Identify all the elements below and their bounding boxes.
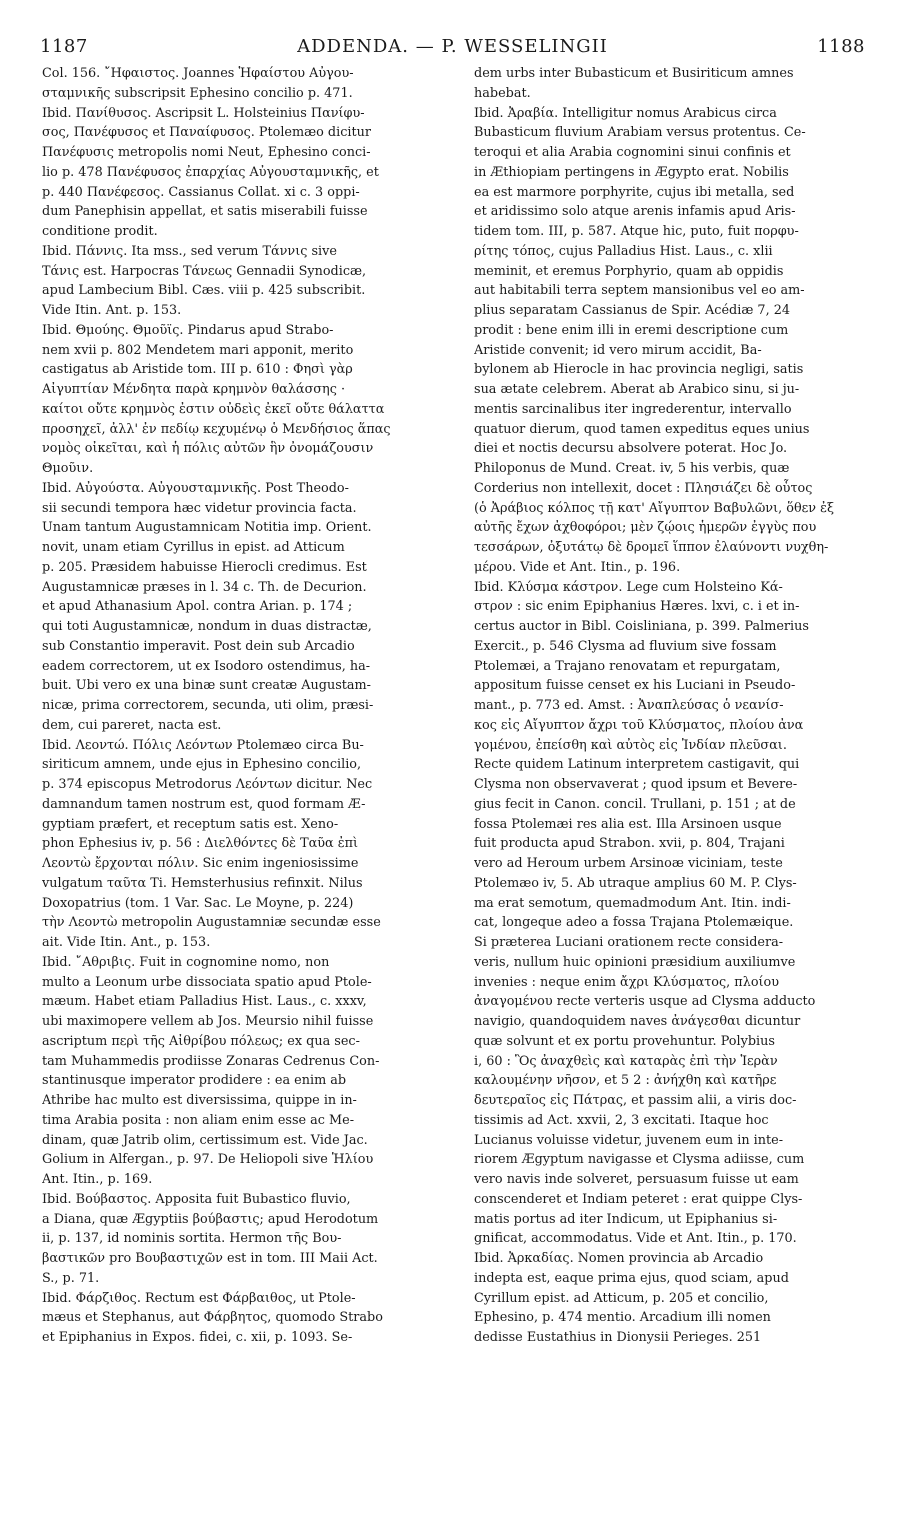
text-line: tima Arabia posita : non aliam enim esse ac Me- [42,1112,355,1128]
text-line: p. 205. Præsidem habuisse Hierocli credimus. Est [42,559,367,575]
text-line: habebat. [474,85,531,101]
text-line: fuit producta apud Strabon. xvii, p. 804, Trajani [474,836,785,852]
text-line: Ibid. Θμούης. Θμοῦϊς. Pindarus apud Strabo- [42,322,334,338]
text-line: Ibid. Πάννις. Ita mss., sed verum Τάννις sive [42,243,337,259]
text-line: invenies : neque enim ἄχρι Κλύσματος, πλοίου [474,974,780,990]
text-line: Clysma non observaverat ; quod ipsum et Bevere- [474,777,798,792]
text-line: κος εἰς Αἴγυπτον ἄχρι τοῦ Κλύσματος, πλοίου ἀνα [474,717,804,733]
text-line: Lucianus voluisse videtur, juvenem eum in inte- [474,1132,784,1148]
entry-paragraph [42,104,436,242]
text-line: quatuor dierum, quod tamen expeditus eques unius [474,421,810,437]
text-line: sua ætate celebrem. Aberat ab Arabico sinu, si ju- [474,382,800,397]
text-line: ma erat semotum, quemadmodum Ant. Itin. indi- [474,895,791,911]
text-line: dinam, quæ Jatrib olim, certissimum est. Vide Jac. [42,1132,368,1148]
text-line: Ibid. ῎Αθριβις. Fuit in cognomine nomo, non [42,954,330,970]
text-line: dem, cui pareret, nacta est. [42,717,222,733]
text-line: ρίτης τόπος, cujus Palladius Hist. Laus., c. xlii [474,243,773,259]
text-line: navigio, quandoquidem naves ἀνάγεσθαι dicuntur [474,1014,801,1029]
text-line: certus auctor in Bibl. Coisliniana, p. 399. Palmerius [474,619,809,634]
text-line: Πανέφυσις metropolis nomi Neut, Ephesino conci- [42,145,371,160]
text-line: mæus et Stephanus, aut Φάρβητος, quomodo Strabo [42,1310,383,1326]
text-line: καλουμένην νῆσον, et 5 2 : ἀνήχθη καὶ κατῆρε [474,1073,777,1089]
text-line: βαστικῶν pro Βουβαστιχῶν est in tom. III Maii Act. [42,1251,378,1266]
text-line: Ibid. Ἀρκαδίας. Nomen provincia ab Arcadio [474,1251,764,1266]
text-line: conscenderet et Indiam peteret : erat quippe Clys- [474,1191,803,1207]
text-line: Doxopatrius (tom. 1 Var. Sac. Le Moyne, p. 224) [42,895,354,911]
text-line: mentis sarcinalibus iter ingrederentur, intervallo [474,401,792,417]
text-line: Αἰγυπτίαν Μένδητα παρὰ κρημνὸν θαλάσσης · [42,382,346,397]
page-number-left: 1187 [40,36,88,57]
text-line: Ibid. Φάρζιθος. Rectum est Φάρβαιθος, ut Ptole- [42,1290,356,1306]
text-line: τεσσάρων, ὀξυτάτῳ δὲ δρομεῖ ἵππον ἐλαύνοντι νυχθη- [474,540,829,555]
text-line: stantinusque imperator prodidere : ea enim ab [42,1073,347,1089]
text-line: gius fecit in Canon. concil. Trullani, p. 151 ; at de [474,796,796,812]
text-line: καίτοι οὔτε κρημνὸς ἐστιν οὐδεὶς ἐκεῖ οὔτε θάλαττα [42,401,385,417]
text-line: sii secundi tempora hæc videtur provincia facta. [42,500,357,516]
text-line: tam Muhammedis prodiisse Zonaras Cedrenus Con- [42,1053,380,1069]
entry-paragraph [474,104,868,578]
text-line: Athribe hac multo est diversissima, quippe in in- [42,1093,357,1108]
text-line: matis portus ad iter Indicum, ut Epiphanius si- [474,1211,778,1227]
text-line: αὐτῆς ἔχων ἀχθοφόροι; μὲν ζῴοις ἡμερῶν ἐγγὺς που [474,520,817,536]
text-line: buit. Ubi vero ex una binæ sunt creatæ Augustam- [42,678,371,694]
text-line: Θμοῦιν. [42,461,94,476]
text-line: Si præterea Luciani orationem recte considera- [474,935,784,950]
text-line: mæum. Habet etiam Palladius Hist. Laus., c. xxxv, [42,994,367,1010]
text-line: tidem tom. III, p. 587. Atque hic, puto, fuit πορφυ- [474,224,799,239]
text-line: ait. Vide Itin. Ant., p. 153. [42,935,211,950]
left-column [42,64,436,1348]
text-line: Augustamnicæ præses in l. 34 c. Th. de Decurion. [42,579,367,595]
text-line: Cyrillum epist. ad Atticum, p. 205 et concilio, [474,1290,769,1306]
text-line: S., p. 71. [42,1270,100,1286]
right-column [474,64,868,1348]
text-line: et apud Athanasium Apol. contra Arian. p. 174 ; [42,599,353,615]
text-line: fossa Ptolemæi res alia est. Illa Arsinoen usque [474,816,782,832]
text-line: Ephesino, p. 474 mentio. Arcadium illi nomen [474,1310,771,1326]
text-line: plius separatam Cassianus de Spir. Acédiæ 7, 24 [474,303,790,318]
text-line: phon Ephesius iv, p. 56 : Διελθόντες δὲ Ταῦα ἐπὶ [42,836,359,852]
text-line: Vide Itin. Ant. p. 153. [42,303,182,318]
text-line: bylonem ab Hierocle in hac provincia negligi, satis [474,362,804,378]
text-line: ἀναγομένου recte verteris usque ad Clysma adducto [474,994,816,1010]
text-line: Ptolemæi, a Trajano renovatam et repurgatam, [474,658,781,674]
text-line: dum Panephisin appellat, et satis miserabili fuisse [42,204,368,220]
text-line: σταμνικῆς subscripsit Ephesino concilio p. 471. [42,85,353,101]
text-line: Exercit., p. 546 Clysma ad fluvium sive fossam [474,638,777,654]
text-line: Ant. Itin., p. 169. [42,1172,153,1187]
text-line: Aristide convenit; id vero mirum accidit, Ba- [474,342,762,358]
text-line: Ibid. Αὐγούστα. Αὐγουσταμνικῆς. Post Theodo- [42,480,349,496]
text-line: diei et noctis decursu absolvere poterat. Hoc Jo. [474,441,788,457]
text-line: p. 374 episcopus Metrodorus Λεόντων dicitur. Nec [42,777,373,792]
running-title: ADDENDA. — P. WESSELINGII [297,36,608,57]
entry-paragraph [42,1190,436,1289]
text-line: Ibid. Λεοντώ. Πόλις Λεόντων Ptolemæo circa Bu- [42,737,364,753]
text-line: indepta est, eaque prima ejus, quod sciam, apud [474,1270,789,1286]
text-line: teroqui et alia Arabia cognomini sinui confinis et [474,145,791,160]
text-line: Ibid. Κλύσμα κάστρον. Lege cum Holsteino Κά- [474,579,783,595]
text-line: lio p. 478 Πανέφυσος ἐπαρχίας Αὐγουσταμνικῆς, et [42,164,379,180]
text-line: στρον : sic enim Epiphanius Hæres. lxvi, c. i et in- [474,599,800,615]
running-header [40,36,865,64]
text-line: vero navis inde solveret, persuasum fuisse ut eam [474,1172,799,1187]
text-line: Ibid. Ἀραβία. Intelligitur nomus Arabicus circa [474,105,777,121]
text-line: castigatus ab Aristide tom. III p. 610 : Φησὶ γὰρ [42,362,353,378]
text-line: et Epiphanius in Expos. fidei, c. xii, p. 1093. Se- [42,1330,353,1345]
text-line: Unam tantum Augustamnicam Notitia imp. Orient. [42,520,372,536]
text-line: meminit, et eremus Porphyrio, quam ab oppidis [474,263,784,279]
text-line: in Æthiopiam pertingens in Ægypto erat. Nobilis [474,164,789,180]
text-line: cat, longeque adeo a fossa Trajana Ptolemæique. [474,915,794,931]
text-line: nicæ, prima correctorem, secunda, uti olim, præsi- [42,698,374,713]
entry-paragraph [42,479,436,736]
text-line: τὴν Λεοντὼ metropolin Augustamniæ secundæ esse [42,915,381,931]
entry-paragraph [42,1289,436,1348]
text-line: Golium in Alfergan., p. 97. De Heliopoli sive Ἡλίου [42,1152,374,1168]
text-line: gyptiam præfert, et receptum satis est. Xeno- [42,816,339,832]
text-line: novit, unam etiam Cyrillus in epist. ad Atticum [42,540,345,555]
text-line: a Diana, quæ Ægyptiis βούβαστις; apud Herodotum [42,1211,379,1227]
text-line: et aridissimo solo atque arenis infamis apud Aris- [474,204,796,220]
text-line: μέρου. Vide et Ant. Itin., p. 196. [474,559,681,575]
text-line: apud Lambecium Bibl. Cæs. viii p. 425 subscribit. [42,283,366,299]
text-line: Τάνις est. Harpocras Τάνεως Gennadii Synodicæ, [42,263,367,279]
text-line: Ibid. Πανίθυσος. Ascripsit L. Holsteinius Πανίφυ- [42,105,365,121]
text-line: tissimis ad Act. xxvii, 2, 3 excitati. Itaque hoc [474,1112,769,1128]
text-line: Ibid. Βούβαστος. Apposita fuit Bubastico fluvio, [42,1191,351,1207]
text-line: multo a Leonum urbe dissociata spatio apud Ptole- [42,974,372,990]
text-line: (ὁ Ἀράβιος κόλπος τῇ κατ' Αἴγυπτον Βαβυλῶνι, ὅθεν ἐξ [474,500,835,516]
text-line: gnificat, accommodatus. Vide et Ant. Itin., p. 170. [474,1231,797,1247]
text-line: sub Constantio imperavit. Post dein sub Arcadio [42,638,355,654]
entry-paragraph [42,242,436,321]
text-line: Bubasticum fluvium Arabiam versus protentus. Ce- [474,125,806,141]
text-line: riorem Ægyptum navigasse et Clysma adiisse, cum [474,1152,805,1168]
entry-paragraph [42,64,436,104]
text-line: p. 440 Πανέφεσος. Cassianus Collat. xi c. 3 oppi- [42,184,360,200]
text-line: Λεοντὼ ἔρχονται πόλιν. Sic enim ingeniosissime [42,856,359,871]
entry-paragraph [474,1249,868,1348]
text-line: Philoponus de Mund. Creat. iv, 5 his verbis, quæ [474,461,790,476]
text-line: Ptolemæo iv, 5. Ab utraque amplius 60 M. P. Clys- [474,875,797,891]
text-line: dedisse Eustathius in Dionysii Perieges. 251 [474,1330,762,1345]
text-line: eadem correctorem, ut ex Isodoro ostendimus, ha- [42,658,371,674]
text-line: dem urbs inter Bubasticum et Busiriticum amnes [474,66,794,81]
entry-paragraph [474,578,868,1250]
page-number-right: 1188 [817,36,865,57]
text-line: quæ solvunt et ex portu provehuntur. Polybius [474,1033,775,1049]
text-line: damnandum tamen nostrum est, quod formam Æ- [42,796,366,812]
text-line: vulgatum ταῦτα Ti. Hemsterhusius refinxit. Nilus [42,875,363,891]
text-line: προσηχεῖ, ἀλλ' ἐν πεδίῳ κεχυμένῳ ὁ Μενδήσιος ἅπας [42,421,391,437]
entry-paragraph [42,953,436,1190]
text-line: Recte quidem Latinum interpretem castigavit, qui [474,757,800,773]
text-line: i, 60 : Ὃς ἀναχθεὶς καὶ καταρὰς ἐπὶ τὴν Ἱερὰν [474,1053,778,1069]
text-line: aut habitabili terra septem mansionibus vel eo am- [474,283,805,299]
text-line: qui toti Augustamnicæ, nondum in duas distractæ, [42,619,372,634]
text-line: mant., p. 773 ed. Amst. : Ἀναπλεύσας ὁ νεανίσ- [474,698,784,713]
text-line: σος, Πανέφυσος et Παναίφυσος. Ptolemæo dicitur [42,125,371,141]
entry-paragraph [42,321,436,479]
text-line: appositum fuisse censet ex his Luciani in Pseudo- [474,678,796,694]
text-line: ascriptum περὶ τῆς Αἰθρίβου πόλεως; ex qua sec- [42,1033,360,1049]
text-line: ubi maximopere vellem ab Jos. Meursio nihil fuisse [42,1014,374,1029]
text-line: Col. 156. ῎Ηφαιστος. Joannes Ἡφαίστου Αὐγου- [42,66,354,81]
text-line: δευτεραῖος εἰς Πάτρας, et passim alii, a viris doc- [474,1093,797,1108]
entry-paragraph [42,736,436,953]
text-line: ii, p. 137, id nominis sortita. Hermon τῆς Βου- [42,1231,342,1247]
entry-paragraph [474,64,868,104]
text-line: Corderius non intellexit, docet : Πλησιάζει δὲ οὗτος [474,480,813,496]
text-line: νομὸς οἰκεῖται, καὶ ἡ πόλις αὐτῶν ἣν ὀνομάζουσιν [42,441,374,457]
text-line: ea est marmore porphyrite, cujus ibi metalla, sed [474,184,795,200]
text-line: vero ad Heroum urbem Arsinoæ viciniam, teste [474,856,783,871]
text-line: γομένου, ἐπείσθη καὶ αὐτὸς εἰς Ἰνδίαν πλεῦσαι. [474,737,787,753]
text-line: conditione prodit. [42,224,158,239]
text-line: prodit : bene enim illi in eremi descriptione cum [474,322,789,338]
text-line: siriticum amnem, unde ejus in Ephesino concilio, [42,757,362,773]
text-line: nem xvii p. 802 Mendetem mari apponit, merito [42,342,354,358]
text-line: veris, nullum huic opinioni præsidium auxiliumve [474,954,796,970]
